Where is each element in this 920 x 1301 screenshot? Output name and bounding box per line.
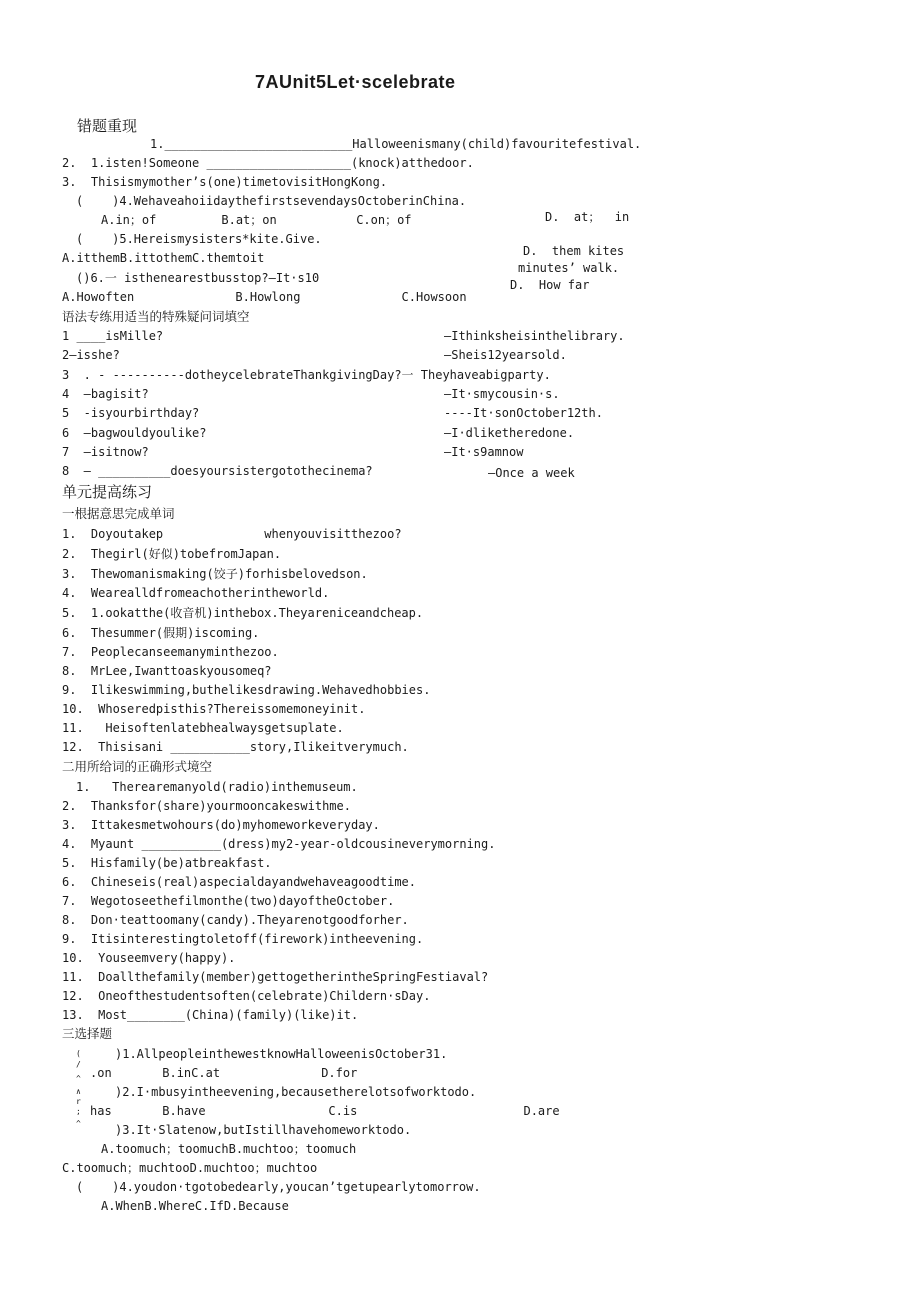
grammar-question: 7 —isitnow? bbox=[62, 445, 149, 459]
choice-question: )3.It·Slatenow,butIstillhavehomeworktodo. bbox=[115, 1123, 412, 1137]
margin-mark: ( bbox=[76, 1049, 81, 1058]
choice-options: has B.have C.is D.are bbox=[90, 1104, 560, 1118]
margin-mark: ∧ bbox=[76, 1087, 81, 1096]
exercise-line: 11. Doallthefamily(member)gettogetherintheSpringFestiaval? bbox=[62, 970, 489, 984]
choice-question: )1.AllpeopleinthewestknowHalloweenisOctober31. bbox=[115, 1047, 448, 1061]
exercise-line: 10. Whoseredpisthis?Thereissomemoneyinit. bbox=[62, 702, 366, 716]
exercise-line: 11. Heisoftenlatebhealwaysgetsuplate. bbox=[62, 721, 344, 735]
exercise-line: 7. Peoplecanseemanyminthezoo. bbox=[62, 645, 279, 659]
exercise-line: 4. Wearealldfromeachotherintheworld. bbox=[62, 586, 330, 600]
option-line: A.in；of B.at；on C.on；of bbox=[101, 213, 412, 227]
grammar-question: 4 —bagisit? bbox=[62, 387, 149, 401]
question-line: ()6.一 isthenearestbusstop?—It·s10 bbox=[76, 271, 320, 285]
exercise-line: 5. Hisfamily(be)atbreakfast. bbox=[62, 856, 272, 870]
exercise-line: 3. Thewomanismaking(饺子)forhisbelovedson. bbox=[62, 567, 368, 581]
question-line: 1.__________________________Halloweenismany(child)favouritefestival. bbox=[150, 137, 642, 151]
exercise-line: 6. Chineseis(real)aspecialdayandwehaveagoodtime. bbox=[62, 875, 417, 889]
option-line: D. at； in bbox=[545, 210, 630, 224]
exercise-line: 10. Youseemvery(happy). bbox=[62, 951, 236, 965]
margin-mark: / bbox=[76, 1060, 81, 1069]
grammar-question: 1 ____isMille? bbox=[62, 329, 164, 343]
subsection-heading-part3: 三选择题 bbox=[62, 1026, 113, 1041]
margin-mark: ; bbox=[76, 1107, 81, 1116]
choice-question: ( )4.youdon·tgotobedearly,youcan’tgetupearlytomorrow. bbox=[76, 1180, 481, 1194]
section-heading-wrong-review: 错题重现 bbox=[77, 117, 138, 135]
margin-mark: ^ bbox=[76, 1119, 81, 1128]
subsection-heading-part1: 一根据意思完成单词 bbox=[62, 506, 175, 521]
exercise-line: 9. Ilikeswimming,buthelikesdrawing.Wehavedhobbies. bbox=[62, 683, 431, 697]
exercise-line: 8. Don·teattoomany(candy).Theyarenotgoodforher. bbox=[62, 913, 409, 927]
subsection-heading-part2: 二用所给词的正确形式境空 bbox=[62, 759, 213, 774]
question-line: 2. 1.isten!Someone ____________________(knock)atthedoor. bbox=[62, 156, 474, 170]
choice-options: .on B.inC.at D.for bbox=[90, 1066, 358, 1080]
section-heading-unit-practice: 单元提高练习 bbox=[62, 483, 153, 501]
grammar-answer: —It·smycousin·s. bbox=[444, 387, 560, 401]
exercise-line: 8. MrLee,Iwanttoaskyousomeq? bbox=[62, 664, 272, 678]
grammar-answer: —Ithinksheisinthelibrary. bbox=[444, 329, 625, 343]
exercise-line: 1. Doyoutakep whenyouvisitthezoo? bbox=[62, 527, 402, 541]
question-line: minutes’ walk. bbox=[518, 261, 620, 275]
question-line: ( )4.WehaveahoiidaythefirstsevendaysOctoberinChina. bbox=[76, 194, 467, 208]
exercise-line: 4. Myaunt ___________(dress)my2-year-oldcousineverymorning. bbox=[62, 837, 496, 851]
grammar-answer: —I·dliketheredone. bbox=[444, 426, 575, 440]
grammar-answer: —It·s9amnow bbox=[444, 445, 524, 459]
exercise-line: 9. Itisinterestingtoletoff(firework)intheevening. bbox=[62, 932, 424, 946]
grammar-question: 2—isshe? bbox=[62, 348, 120, 362]
choice-options: A.WhenB.WhereC.IfD.Because bbox=[101, 1199, 289, 1213]
question-line: ( )5.Hereismysisters*kite.Give. bbox=[76, 232, 322, 246]
margin-mark: ^ bbox=[76, 1074, 81, 1083]
grammar-answer: —Once a week bbox=[488, 466, 575, 480]
exercise-line: 12. Thisisani ___________story,Ilikeitverymuch. bbox=[62, 740, 409, 754]
exercise-line: 12. Oneofthestudentsoften(celebrate)Childern·sDay. bbox=[62, 989, 431, 1003]
grammar-question: 8 — __________doesyoursistergotothecinema? bbox=[62, 464, 373, 478]
grammar-question: 6 —bagwouldyoulike? bbox=[62, 426, 207, 440]
exercise-line: 7. Wegotoseethefilmonthe(two)dayoftheOctober. bbox=[62, 894, 395, 908]
exercise-line: 3. Ittakesmetwohours(do)myhomeworkeveryday. bbox=[62, 818, 380, 832]
document-title: 7AUnit5Let·scelebrate bbox=[255, 72, 456, 92]
grammar-question: 3 . - ----------dotheycelebrateThankgivingDay?一 Theyhaveabigparty. bbox=[62, 368, 551, 382]
section-heading-grammar: 语法专练用适当的特殊疑问词填空 bbox=[62, 309, 250, 324]
option-line: A.itthemB.ittothemC.themtoit bbox=[62, 251, 265, 265]
exercise-line: 1. Therearemanyold(radio)inthemuseum. bbox=[76, 780, 358, 794]
exercise-line: 6. Thesummer(假期)iscoming. bbox=[62, 626, 260, 640]
option-line: A.Howoften B.Howlong C.Howsoon bbox=[62, 290, 467, 304]
choice-question: )2.I·mbusyintheevening,becausetherelotsofworktodo. bbox=[115, 1085, 477, 1099]
exercise-line: 13. Most________(China)(family)(like)it. bbox=[62, 1008, 359, 1022]
exercise-line: 5. 1.ookatthe(收音机)inthebox.Theyareniceandcheap. bbox=[62, 606, 424, 620]
grammar-answer: —Sheis12yearsold. bbox=[444, 348, 567, 362]
exercise-line: 2. Thegirl(好似)tobefromJapan. bbox=[62, 547, 282, 561]
exercise-line: 2. Thanksfor(share)yourmooncakeswithme. bbox=[62, 799, 351, 813]
option-line: D. them kites bbox=[523, 244, 625, 258]
choice-options: A.toomuch；toomuchB.muchtoo；toomuch bbox=[101, 1142, 357, 1156]
question-line: 3. Thisismymother’s(one)timetovisitHongKong. bbox=[62, 175, 388, 189]
option-line: D. How far bbox=[510, 278, 590, 292]
grammar-answer: ----It·sonOctober12th. bbox=[444, 406, 603, 420]
margin-mark: r bbox=[76, 1097, 81, 1106]
choice-options: C.toomuch；muchtooD.muchtoo；muchtoo bbox=[62, 1161, 318, 1175]
grammar-question: 5 -isyourbirthday? bbox=[62, 406, 200, 420]
